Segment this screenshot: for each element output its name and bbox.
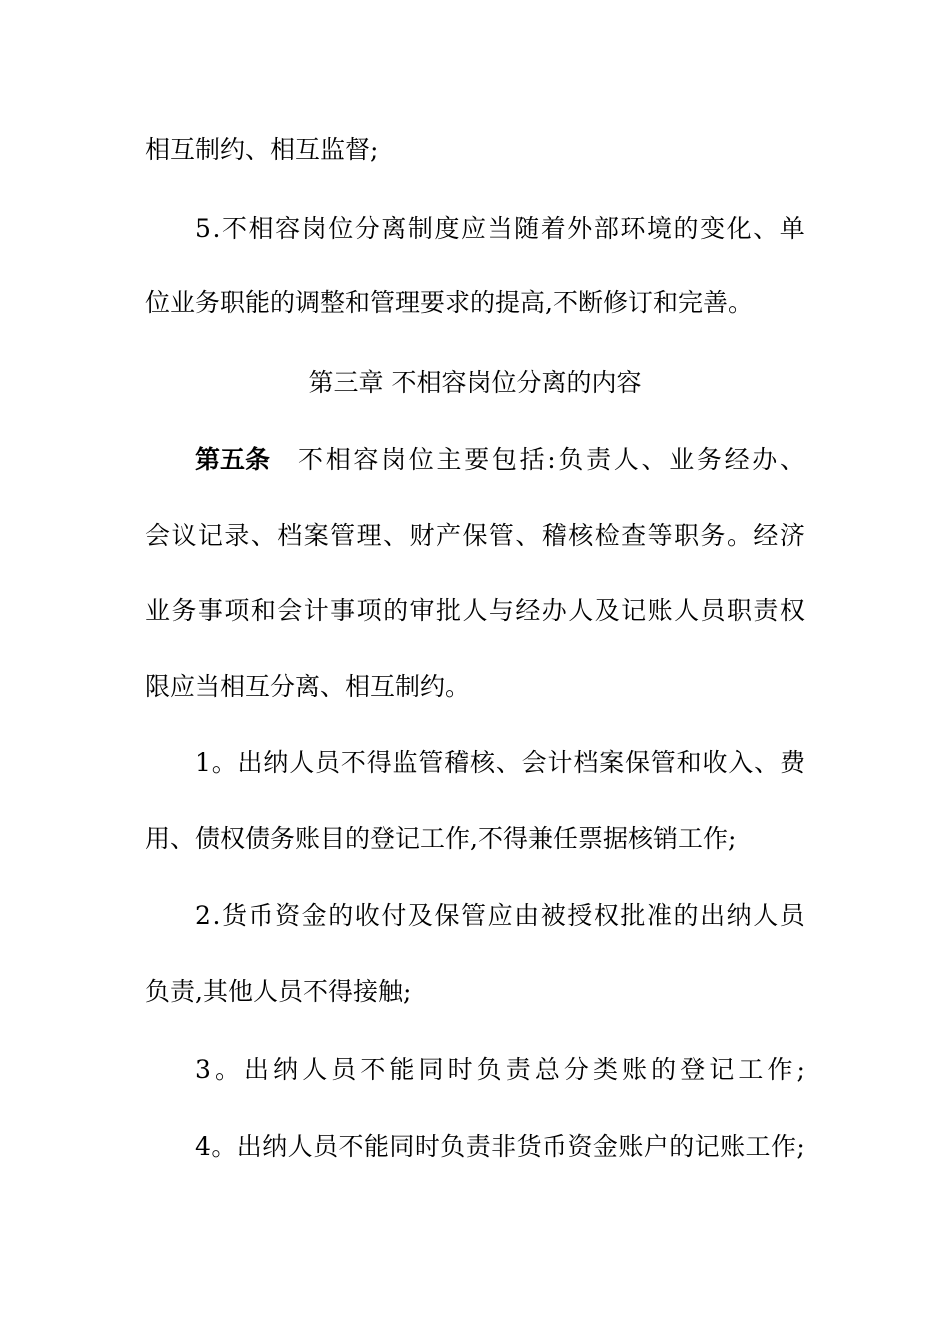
glyph: 应 [461, 214, 487, 243]
glyph: 收 [354, 901, 380, 930]
glyph: 纳 [263, 748, 289, 777]
glyph: 等 [647, 521, 673, 550]
glyph: 位 [328, 214, 354, 243]
glyph: 管 [330, 521, 356, 550]
glyph: 当 [487, 214, 513, 243]
glyph: 化 [726, 214, 752, 243]
glyph: 随 [514, 214, 540, 243]
glyph: 查 [621, 521, 647, 550]
glyph: 的 [383, 596, 409, 625]
glyph: 纳 [726, 901, 752, 930]
glyph: 的 [669, 1132, 695, 1161]
glyph: 账 [622, 1055, 648, 1084]
glyph: 2 [195, 901, 211, 930]
glyph: 、 [754, 748, 780, 777]
paragraph-line: 相互制约、相互监督; [145, 135, 379, 164]
glyph: 批 [435, 596, 461, 625]
glyph: 产 [435, 521, 461, 550]
glyph: . [212, 214, 221, 243]
glyph: 权 [779, 596, 805, 625]
glyph: 及 [594, 596, 620, 625]
glyph: 。 [211, 748, 237, 777]
glyph: 4 [195, 1132, 211, 1161]
glyph: . [212, 901, 221, 930]
glyph: 记 [709, 1055, 735, 1084]
glyph: 由 [514, 901, 540, 930]
glyph: 分 [563, 1055, 589, 1084]
list-item-line [195, 1127, 805, 1167]
glyph: 不 [360, 1055, 386, 1084]
glyph: 项 [356, 596, 382, 625]
glyph: 的 [673, 214, 699, 243]
glyph: 金 [592, 1132, 618, 1161]
glyph: 管 [488, 521, 514, 550]
glyph: 应 [487, 901, 513, 930]
glyph: 人 [289, 748, 315, 777]
glyph: 理 [356, 521, 382, 550]
glyph: 事 [330, 596, 356, 625]
glyph: 能 [363, 1132, 389, 1161]
glyph: 责 [505, 1055, 531, 1084]
glyph: 费 [779, 748, 805, 777]
glyph: 出 [244, 1055, 270, 1084]
glyph: 案 [599, 748, 625, 777]
glyph: 非 [491, 1132, 517, 1161]
glyph: 务 [700, 521, 726, 550]
paragraph-line: 限应当相互分离、相互制约。 [145, 672, 471, 701]
glyph: 。 [726, 521, 752, 550]
glyph: 工 [738, 1055, 764, 1084]
glyph: 境 [646, 214, 672, 243]
spacer [270, 440, 298, 480]
glyph: 相 [248, 214, 274, 243]
glyph: ; [796, 1055, 805, 1084]
glyph: 付 [381, 901, 407, 930]
glyph: 的 [673, 901, 699, 930]
glyph: 案 [303, 521, 329, 550]
glyph: 账 [720, 1132, 746, 1161]
glyph: 资 [567, 1132, 593, 1161]
glyph: 济 [779, 521, 805, 550]
glyph: 财 [409, 521, 435, 550]
glyph: 会 [521, 748, 547, 777]
article-label: 第五条 [195, 445, 271, 474]
paragraph-line [145, 591, 805, 631]
glyph: 审 [409, 596, 435, 625]
glyph: 项 [224, 596, 250, 625]
glyph: 职 [674, 521, 700, 550]
glyph: 部 [593, 214, 619, 243]
glyph: 办 [541, 596, 567, 625]
glyph: 货 [516, 1132, 542, 1161]
glyph: 会 [277, 596, 303, 625]
glyph: 变 [700, 214, 726, 243]
glyph: 人 [568, 596, 594, 625]
glyph: 员 [331, 1055, 357, 1084]
glyph: 登 [680, 1055, 706, 1084]
glyph: 权 [593, 901, 619, 930]
list-item-line [195, 743, 805, 783]
glyph: 经 [753, 521, 779, 550]
glyph: 务 [171, 596, 197, 625]
glyph: 员 [779, 901, 805, 930]
glyph: 的 [651, 1055, 677, 1084]
glyph: 管 [650, 748, 676, 777]
glyph: 1 [195, 748, 211, 777]
glyph: 能 [389, 1055, 415, 1084]
glyph: 准 [646, 901, 672, 930]
glyph: 同 [418, 1055, 444, 1084]
glyph: 、 [383, 521, 409, 550]
glyph: 收 [702, 748, 728, 777]
glyph: 管 [418, 748, 444, 777]
glyph: 和 [676, 748, 702, 777]
glyph: 监 [392, 748, 418, 777]
glyph: 岗 [301, 214, 327, 243]
glyph: 员 [315, 748, 341, 777]
glyph: 和 [250, 596, 276, 625]
article-text: 不相容岗位主要包括:负责人、业务经办、 [298, 445, 805, 474]
glyph: 环 [620, 214, 646, 243]
chapter-title: 第三章 不相容岗位分离的内容 [308, 368, 642, 397]
glyph: 议 [171, 521, 197, 550]
glyph: 批 [620, 901, 646, 930]
glyph: 人 [753, 901, 779, 930]
glyph: 度 [434, 214, 460, 243]
glyph: 时 [414, 1132, 440, 1161]
glyph: 记 [197, 521, 223, 550]
glyph: 币 [248, 901, 274, 930]
glyph: 保 [462, 521, 488, 550]
article-line [195, 440, 805, 480]
glyph: 会 [145, 521, 171, 550]
glyph: 出 [236, 1132, 262, 1161]
paragraph-line [195, 209, 805, 249]
glyph: 及 [407, 901, 433, 930]
glyph: 不 [338, 1132, 364, 1161]
glyph: 资 [275, 901, 301, 930]
glyph: 稽 [541, 521, 567, 550]
glyph: 稽 [444, 748, 470, 777]
glyph: 职 [726, 596, 752, 625]
glyph: 事 [197, 596, 223, 625]
glyph: 容 [275, 214, 301, 243]
glyph: 出 [700, 901, 726, 930]
glyph: 、 [753, 214, 779, 243]
glyph: 被 [540, 901, 566, 930]
glyph: 负 [476, 1055, 502, 1084]
glyph: 计 [303, 596, 329, 625]
glyph: 人 [302, 1055, 328, 1084]
glyph: 作 [767, 1055, 793, 1084]
glyph: 负 [440, 1132, 466, 1161]
glyph: 。 [211, 1132, 237, 1161]
glyph: 得 [366, 748, 392, 777]
glyph: 录 [224, 521, 250, 550]
glyph: 总 [534, 1055, 560, 1084]
glyph: 时 [447, 1055, 473, 1084]
glyph: 的 [328, 901, 354, 930]
glyph: 。 [214, 1055, 240, 1084]
glyph: 类 [592, 1055, 618, 1084]
glyph: 分 [354, 214, 380, 243]
glyph: 制 [407, 214, 433, 243]
glyph: 计 [547, 748, 573, 777]
glyph: 账 [618, 1132, 644, 1161]
list-item-line [195, 1050, 805, 1090]
glyph: 、 [495, 748, 521, 777]
list-item-line: 用、债权债务账目的登记工作,不得兼任票据核销工作; [145, 824, 737, 853]
glyph: 户 [643, 1132, 669, 1161]
glyph: 离 [381, 214, 407, 243]
glyph: 入 [728, 748, 754, 777]
glyph: 业 [145, 596, 171, 625]
glyph: 保 [434, 901, 460, 930]
glyph: 人 [287, 1132, 313, 1161]
glyph: 纳 [273, 1055, 299, 1084]
glyph: 核 [568, 521, 594, 550]
paragraph-line [145, 516, 805, 556]
glyph: 出 [237, 748, 263, 777]
glyph: 检 [594, 521, 620, 550]
glyph: 管 [461, 901, 487, 930]
article-line-content [195, 440, 805, 480]
glyph: 单 [779, 214, 805, 243]
list-item-line [195, 896, 805, 936]
glyph: 人 [674, 596, 700, 625]
glyph: 员 [700, 596, 726, 625]
glyph: 、 [250, 521, 276, 550]
glyph: 纳 [262, 1132, 288, 1161]
glyph: 人 [462, 596, 488, 625]
glyph: 与 [488, 596, 514, 625]
glyph: 员 [313, 1132, 339, 1161]
paragraph-line: 位业务职能的调整和管理要求的提高,不断修订和完善。 [145, 288, 753, 317]
glyph: ; [796, 1132, 805, 1161]
glyph: 档 [573, 748, 599, 777]
glyph: 经 [515, 596, 541, 625]
glyph: 授 [567, 901, 593, 930]
glyph: 着 [540, 214, 566, 243]
glyph: 、 [515, 521, 541, 550]
glyph: 作 [770, 1132, 796, 1161]
glyph: 核 [470, 748, 496, 777]
glyph: 3 [195, 1055, 211, 1084]
glyph: 5 [195, 214, 211, 243]
list-item-line: 负责,其他人员不得接触; [145, 977, 412, 1006]
glyph: 外 [567, 214, 593, 243]
glyph: 金 [301, 901, 327, 930]
glyph: 责 [465, 1132, 491, 1161]
glyph: 货 [221, 901, 247, 930]
glyph: 币 [542, 1132, 568, 1161]
glyph: 不 [221, 214, 247, 243]
glyph: 同 [389, 1132, 415, 1161]
glyph: 档 [277, 521, 303, 550]
glyph: 不 [340, 748, 366, 777]
glyph: 记 [694, 1132, 720, 1161]
glyph: 保 [624, 748, 650, 777]
glyph: 账 [647, 596, 673, 625]
glyph: 工 [745, 1132, 771, 1161]
glyph: 记 [621, 596, 647, 625]
glyph: 责 [753, 596, 779, 625]
